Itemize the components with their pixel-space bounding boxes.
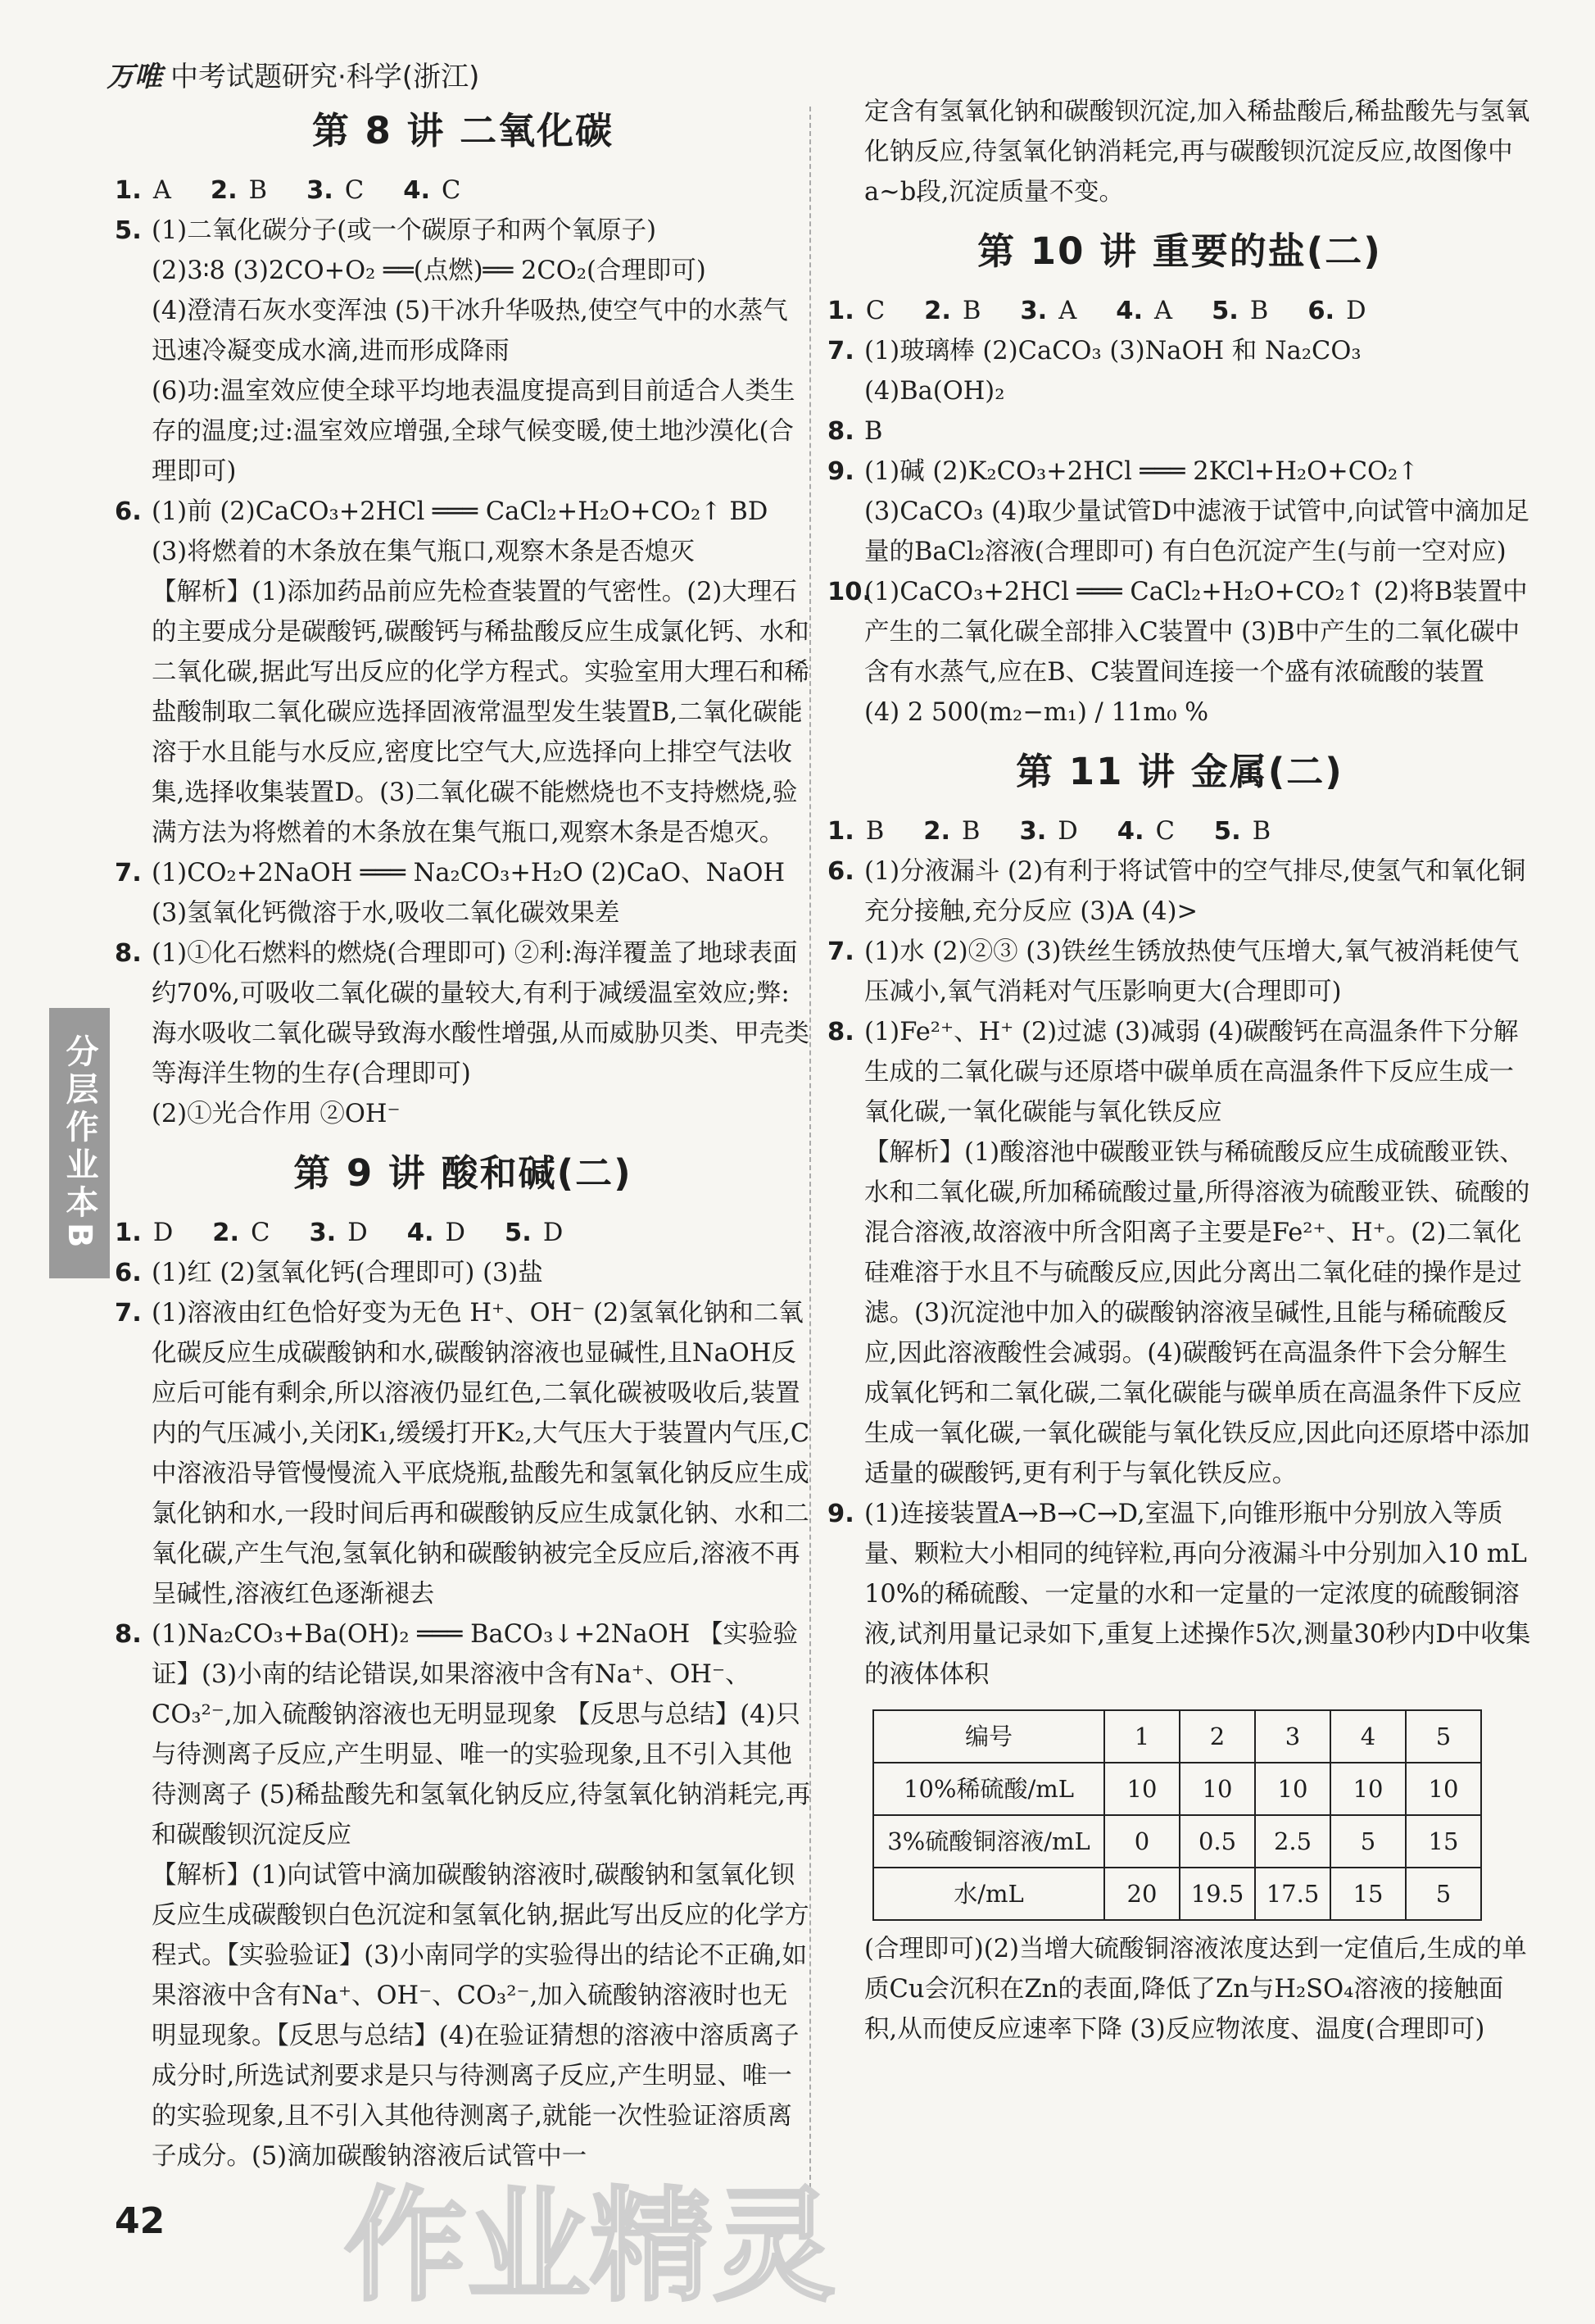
l9-q8: 8. (1)Na₂CO₃+Ba(OH)₂ ═══ BaCO₃↓+2NaOH 【实验验证】(3)小南的结论错误,如果溶液中含有Na⁺、OH⁻、CO₃²⁻,加入硫酸钠溶液也无明显现象 【反思与总结】(4)只与待测离子反应,产生明显、唯一的实验现象,且不引入其他待测离子 (5)稀盐酸先和氢氧化钠反应,待氢氧化钠消耗完,再和碳酸钡沉淀反应 <box>115 1620 811 1850</box>
l9-q7: 7. (1)溶液由红色恰好变为无色 H⁺、OH⁻ (2)氢氧化钠和二氧化碳反应生成碳酸钠和水,碳酸钠溶液也显碱性,且NaOH反应后可能有剩余,所以溶液仍显红色,二氧化碳被吸收后,装置内的气压减小,关闭K₁,缓缓打开K₂,大气压大于装置内气压,C中溶液沿导管慢慢流入平底烧瓶,盐酸先和氢氧化钠反应生成氯化钠和水,一段时间后再和碳酸钠反应生成氯化钠、水和二氧化碳,产生气泡,氢氧化钠和碳酸钠被完全反应后,溶液不再呈碱性,溶液红色逐渐褪去 <box>115 1299 810 1609</box>
table-row <box>873 1868 1481 1920</box>
page-number: 42 <box>115 2200 165 2242</box>
table-cell: 3%硫酸铜溶液/mL <box>873 1815 1104 1868</box>
q5-d: (6)功:温室效应使全球平均地表温度提高到目前适合人类生存的温度;过:温室效应增强,全球气候变暖,使土地沙漠化(合理即可) <box>152 377 795 486</box>
q6-analysis: 【解析】(1)添加药品前应先检查装置的气密性。(2)大理石的主要成分是碳酸钙,碳酸钙与稀盐酸反应生成氯化钙、水和二氧化碳,据此写出反应的化学方程式。实验室用大理石和稀盐酸制取二氧化碳应选择固液常温型发生装置B,二氧化碳能溶于水且能与水反应,密度比空气大,应选择向上排空气法收集,选择收集装置D。(3)二氧化碳不能燃烧也不支持燃烧,验满方法为将燃着的木条放在集气瓶口,观察木条是否熄灭。 <box>152 578 809 847</box>
answer-item: 4. D <box>406 1219 465 1247</box>
answer-item: 3. C <box>306 176 365 205</box>
lesson-10-title: 第 10 讲 重要的盐(二) <box>977 229 1382 273</box>
table-cell: 15 <box>1406 1815 1481 1868</box>
answer-item: 4. A <box>1116 297 1173 325</box>
table-row <box>873 1815 1481 1868</box>
answer-item: 3. D <box>309 1219 368 1247</box>
table-row <box>873 1763 1481 1815</box>
q8: 8. (1)①化石燃料的燃烧(合理即可) ②利:海洋覆盖了地球表面约70%,可吸收二氧化碳的量较大,有利于减缓温室效应;弊:海水吸收二氧化碳导致海水酸性增强,从而威胁贝类、甲壳类等海洋生物的生存(合理即可) <box>115 939 809 1088</box>
answer-item: 1. B <box>827 817 885 846</box>
table-cell: 10 <box>1406 1763 1481 1815</box>
answer-item: 5. D <box>505 1219 564 1247</box>
l11-q8-analysis: 【解析】(1)酸溶池中碳酸亚铁与稀硫酸反应生成硫酸亚铁、水和二氧化碳,所加稀硫酸过量,所得溶液为硫酸亚铁、硫酸的混合溶液,故溶液中所含阳离子主要是Fe²⁺、H⁺。(2)二氧化硅难溶于水且不与硫酸反应,因此分离出二氧化硅的操作是过滤。(3)沉淀池中加入的碳酸钠溶液呈碱性,且能与稀硫酸反应,因此溶液酸性会减弱。(4)碳酸钙在高温条件下会分解生成氧化钙和二氧化碳,二氧化碳能与碳单质在高温条件下反应生成一氧化碳,一氧化碳能与氧化铁反应,因此向还原塔中添加适量的碳酸钙,更有利于与氧化铁反应。 <box>864 1138 1530 1488</box>
answer-item: 1. A <box>115 176 171 205</box>
q5-c: (4)澄清石灰水变浑浊 (5)干冰升华吸热,使空气中的水蒸气迅速冷凝变成水滴,进而形成降雨 <box>152 297 788 365</box>
l11-q7: 7. (1)水 (2)②③ (3)铁丝生锈放热使气压增大,氧气被消耗使气压减小,氧气消耗对气压影响更大(合理即可) <box>827 937 1520 1006</box>
q5: 5. (1)二氧化碳分子(或一个碳原子和两个氧原子) <box>115 216 657 245</box>
answers-l8 <box>115 170 811 211</box>
l10-q7-b: (4)Ba(OH)₂ <box>864 377 1005 406</box>
table-cell: 0.5 <box>1180 1815 1255 1868</box>
l11-q9-b: (合理即可)(2)当增大硫酸铜溶液浓度达到一定值后,生成的单质Cu会沉积在Zn的表面,降低了Zn与H₂SO₄溶液的接触面积,从而使反应速率下降 (3)反应物浓度、温度(合理即可) <box>864 1935 1527 2044</box>
answer-item: 1. D <box>115 1219 174 1247</box>
table-cell: 5 <box>1406 1868 1481 1920</box>
table-cell: 15 <box>1330 1868 1406 1920</box>
l10-q9: 9. (1)碱 (2)K₂CO₃+2HCl ═══ 2KCl+H₂O+CO₂↑ <box>827 457 1419 486</box>
table-cell: 0 <box>1104 1815 1180 1868</box>
side-tab: 分层作业本B <box>49 1008 110 1278</box>
q7: 7. (1)CO₂+2NaOH ═══ Na₂CO₃+H₂O (2)CaO、NaOH <box>115 859 786 887</box>
page-header <box>106 54 479 94</box>
table-cell: 19.5 <box>1180 1868 1255 1920</box>
l10-q10: 10.(1)CaCO₃+2HCl ═══ CaCl₂+H₂O+CO₂↑ (2)将B装置中产生的二氧化碳全部排入C装置中 (3)B中产生的二氧化碳中含有水蒸气,应在B、C装置间连接一个盛有浓硫酸的装置 <box>827 578 1528 687</box>
answers-l10 <box>827 291 1532 331</box>
answer-item: 5. B <box>1212 297 1269 325</box>
watermark: 作业精灵 <box>344 2176 836 2318</box>
q6-b: (3)将燃着的木条放在集气瓶口,观察木条是否熄灭 <box>152 538 695 566</box>
l11-q8: 8. (1)Fe²⁺、H⁺ (2)过滤 (3)减弱 (4)碳酸钙在高温条件下分解生成的二氧化碳与还原塔中碳单质在高温条件下反应生成一氧化碳,一氧化碳能与氧化铁反应 <box>827 1018 1519 1127</box>
l10-q10-b: (4) 2 500(m₂−m₁) / 11m₀ % <box>864 698 1209 727</box>
answer-item: 4. C <box>1117 817 1175 846</box>
answer-item: 4. C <box>403 176 461 205</box>
answer-item: 5. B <box>1213 817 1271 846</box>
table-cell: 编号 <box>873 1710 1104 1763</box>
table-cell: 10 <box>1180 1763 1255 1815</box>
lesson-8-title: 第 8 讲 二氧化碳 <box>311 109 614 152</box>
table-cell: 17.5 <box>1255 1868 1330 1920</box>
lesson-9-title: 第 9 讲 酸和碱(二) <box>293 1151 632 1195</box>
answers-l9 <box>115 1213 811 1253</box>
lesson-11-title: 第 11 讲 金属(二) <box>1016 750 1344 793</box>
answer-item: 2. B <box>924 297 981 325</box>
brand-logo: 万唯 <box>106 61 162 93</box>
table-cell: 10 <box>1330 1763 1406 1815</box>
table-cell: 10%稀硫酸/mL <box>873 1763 1104 1815</box>
table-cell: 水/mL <box>873 1868 1104 1920</box>
right-column <box>827 92 1532 2049</box>
q5-b: (2)3∶8 (3)2CO+O₂ ══(点燃)══ 2CO₂(合理即可) <box>152 256 706 285</box>
q6: 6. (1)前 (2)CaCO₃+2HCl ═══ CaCl₂+H₂O+CO₂↑ BD <box>115 497 768 526</box>
q7-b: (3)氢氧化钙微溶于水,吸收二氧化碳效果差 <box>152 899 620 928</box>
table-cell: 2 <box>1180 1710 1255 1763</box>
answer-item: 2. B <box>923 817 981 846</box>
left-column <box>115 92 811 2176</box>
answer-item: 3. A <box>1020 297 1077 325</box>
table-cell: 2.5 <box>1255 1815 1330 1868</box>
l10-q7: 7. (1)玻璃棒 (2)CaCO₃ (3)NaOH 和 Na₂CO₃ <box>827 337 1362 365</box>
l9-q6: 6. (1)红 (2)氢氧化钙(合理即可) (3)盐 <box>115 1259 543 1287</box>
l9-q8-analysis: 【解析】(1)向试管中滴加碳酸钠溶液时,碳酸钠和氢氧化钡反应生成碳酸钡白色沉淀和氢氧化钠,据此写出反应的化学方程式。【实验验证】(3)小南同学的实验得出的结论不正确,如果溶液中含有Na⁺、OH⁻、CO₃²⁻,加入硫酸钠溶液时也无明显现象。【反思与总结】(4)在验证猜想的溶液中溶质离子成分时,所选试剂要求是只与待测离子反应,产生明显、唯一的实验现象,且不引入其他待测离子,就能一次性验证溶质离子成分。(5)滴加碳酸钠溶液后试管中一 <box>152 1861 809 2171</box>
l11-q9: 9. (1)连接装置A→B→C→D,室温下,向锥形瓶中分别放入等质量、颗粒大小相同的纯锌粒,再向分液漏斗中分别加入10 mL 10%的稀硫酸、一定量的水和一定量的一定浓度的硫酸铜溶液,试剂用量记录如下,重复上述操作5次,测量30秒内D中收集的液体体积 <box>827 1500 1531 1689</box>
table-cell: 1 <box>1104 1710 1180 1763</box>
continued-text: 定含有氢氧化钠和碳酸钡沉淀,加入稀盐酸后,稀盐酸先与氢氧化钠反应,待氢氧化钠消耗完,再与碳酸钡沉淀反应,故图像中a~b段,沉淀质量不变。 <box>864 98 1530 207</box>
q8-b: (2)①光合作用 ②OH⁻ <box>152 1100 401 1128</box>
header-title: 中考试题研究·科学(浙江) <box>170 61 480 93</box>
l11-q6: 6. (1)分液漏斗 (2)有利于将试管中的空气排尽,使氢气和氧化铜充分接触,充分反应 (3)A (4)> <box>827 857 1526 926</box>
table-header-row <box>873 1710 1481 1763</box>
answer-item: 3. D <box>1019 817 1078 846</box>
table-cell: 3 <box>1255 1710 1330 1763</box>
answer-item: 2. B <box>210 176 268 205</box>
table-cell: 10 <box>1104 1763 1180 1815</box>
answer-item: 2. C <box>212 1219 270 1247</box>
answers-l11 <box>827 811 1532 851</box>
table-cell: 4 <box>1330 1710 1406 1763</box>
table-cell: 10 <box>1255 1763 1330 1815</box>
reagent-table <box>872 1709 1482 1921</box>
l10-q8: 8. B <box>827 417 883 446</box>
table-cell: 20 <box>1104 1868 1180 1920</box>
answer-item: 1. C <box>827 297 886 325</box>
l10-q9-b: (3)CaCO₃ (4)取少量试管D中滤液于试管中,向试管中滴加足量的BaCl₂溶液(合理即可) 有白色沉淀产生(与前一空对应) <box>864 497 1529 566</box>
table-cell: 5 <box>1406 1710 1481 1763</box>
table-cell: 5 <box>1330 1815 1406 1868</box>
answer-item: 6. D <box>1307 297 1366 325</box>
